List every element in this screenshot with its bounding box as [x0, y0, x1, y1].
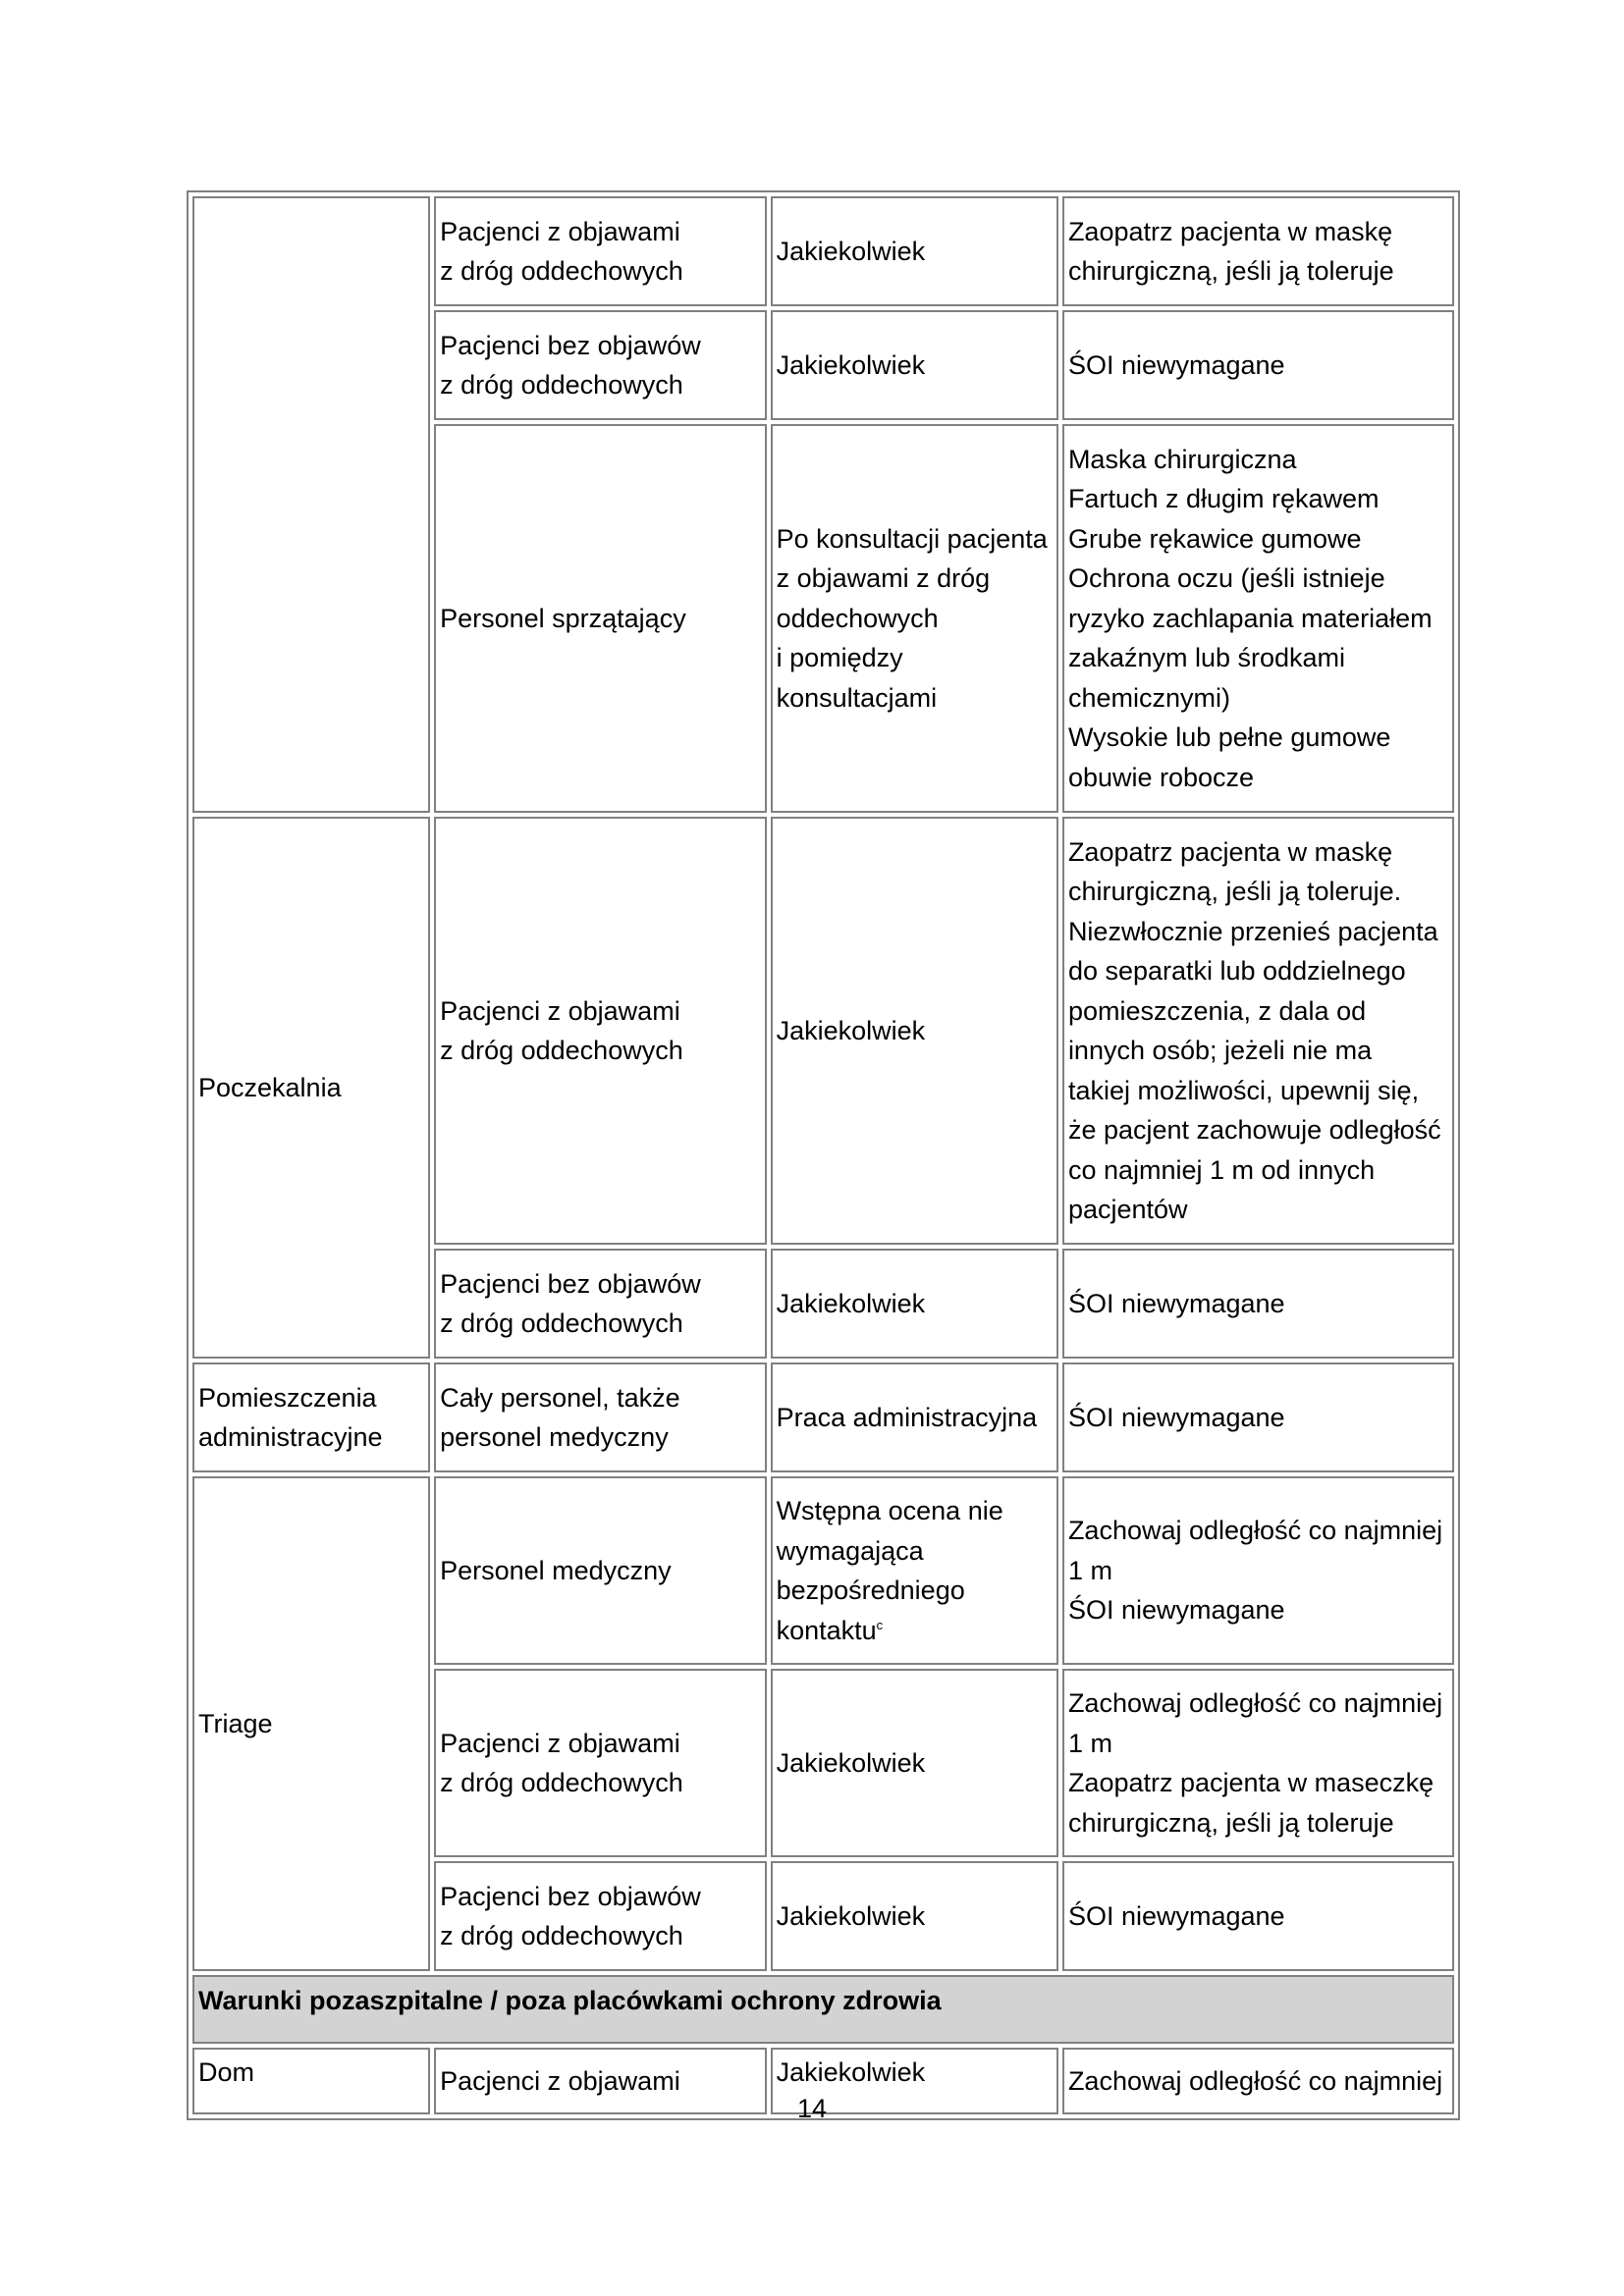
target-cell: Pacjenci z objawami z dróg oddechowych	[434, 196, 767, 306]
ppe-cell: Zachowaj odległość co najmniej 1 m ŚOI niewymagane	[1062, 1476, 1454, 1665]
activity-cell: Jakiekolwiek	[771, 1669, 1058, 1857]
activity-cell: Jakiekolwiek	[771, 1249, 1058, 1359]
section-header: Warunki pozaszpitalne / poza placówkami ochrony zdrowia	[192, 1975, 1454, 2044]
table-row	[192, 1362, 1454, 1472]
target-cell: Pacjenci bez objawów z dróg oddechowych	[434, 1249, 767, 1359]
target-cell: Pacjenci z objawami z dróg oddechowych	[434, 1669, 767, 1857]
activity-text: Wstępna ocena nie wymagająca bezpośredniego kontaktu	[776, 1496, 1003, 1645]
table-row	[192, 196, 1454, 306]
target-cell: Pacjenci z objawami z dróg oddechowych	[434, 817, 767, 1245]
target-cell: Personel sprzątający	[434, 424, 767, 813]
footnote-marker: c	[876, 1617, 884, 1632]
ppe-cell: Zaopatrz pacjenta w maskę chirurgiczną, jeśli ją toleruje. Niezwłocznie przenieś pacjenta do separatki lub oddzielnego pomieszczenia, z dala od innych osób; jeżeli nie ma takiej możliwości, upewnij się, że pacjent zachowuje odległość co najmniej 1 m od innych pacjentów	[1062, 817, 1454, 1245]
activity-cell: Jakiekolwiek	[771, 310, 1058, 420]
activity-cell: Praca administracyjna	[771, 1362, 1058, 1472]
target-cell: Pacjenci z objawami	[434, 2048, 767, 2114]
target-cell: Pacjenci bez objawów z dróg oddechowych	[434, 310, 767, 420]
activity-cell: Po konsultacji pacjenta z objawami z dróg oddechowych i pomiędzy konsultacjami	[771, 424, 1058, 813]
table-row	[192, 817, 1454, 1245]
ppe-cell: ŚOI niewymagane	[1062, 1249, 1454, 1359]
ppe-cell: Zachowaj odległość co najmniej	[1062, 2048, 1454, 2114]
target-cell: Personel medyczny	[434, 1476, 767, 1665]
activity-cell: Jakiekolwiek	[771, 817, 1058, 1245]
ppe-cell: Maska chirurgiczna Fartuch z długim rękawem Grube rękawice gumowe Ochrona oczu (jeśli istnieje ryzyko zachlapania materiałem zakaźnym lub środkami chemicznymi) Wysokie lub pełne gumowe obuwie robocze	[1062, 424, 1454, 813]
setting-cell: Pomieszczenia administracyjne	[192, 1362, 430, 1472]
ppe-cell: ŚOI niewymagane	[1062, 310, 1454, 420]
activity-cell: Jakiekolwiek	[771, 1861, 1058, 1971]
ppe-cell: ŚOI niewymagane	[1062, 1861, 1454, 1971]
setting-cell: Poczekalnia	[192, 817, 430, 1359]
section-row	[192, 1975, 1454, 2044]
target-cell: Pacjenci bez objawów z dróg oddechowych	[434, 1861, 767, 1971]
target-cell: Cały personel, także personel medyczny	[434, 1362, 767, 1472]
ppe-cell: Zaopatrz pacjenta w maskę chirurgiczną, jeśli ją toleruje	[1062, 196, 1454, 306]
ppe-cell: Zachowaj odległość co najmniej 1 m Zaopatrz pacjenta w maseczkę chirurgiczną, jeśli ją toleruje	[1062, 1669, 1454, 1857]
setting-cell	[192, 196, 430, 813]
ppe-cell: ŚOI niewymagane	[1062, 1362, 1454, 1472]
activity-cell	[771, 1476, 1058, 1665]
activity-cell: Jakiekolwiek	[771, 196, 1058, 306]
setting-cell: Triage	[192, 1476, 430, 1971]
setting-cell: Dom	[192, 2048, 430, 2114]
table-row	[192, 1476, 1454, 1665]
ppe-table	[187, 190, 1460, 2120]
activity-cell: Jakiekolwiek	[771, 2048, 1058, 2114]
page-number: 14	[796, 2094, 828, 2123]
